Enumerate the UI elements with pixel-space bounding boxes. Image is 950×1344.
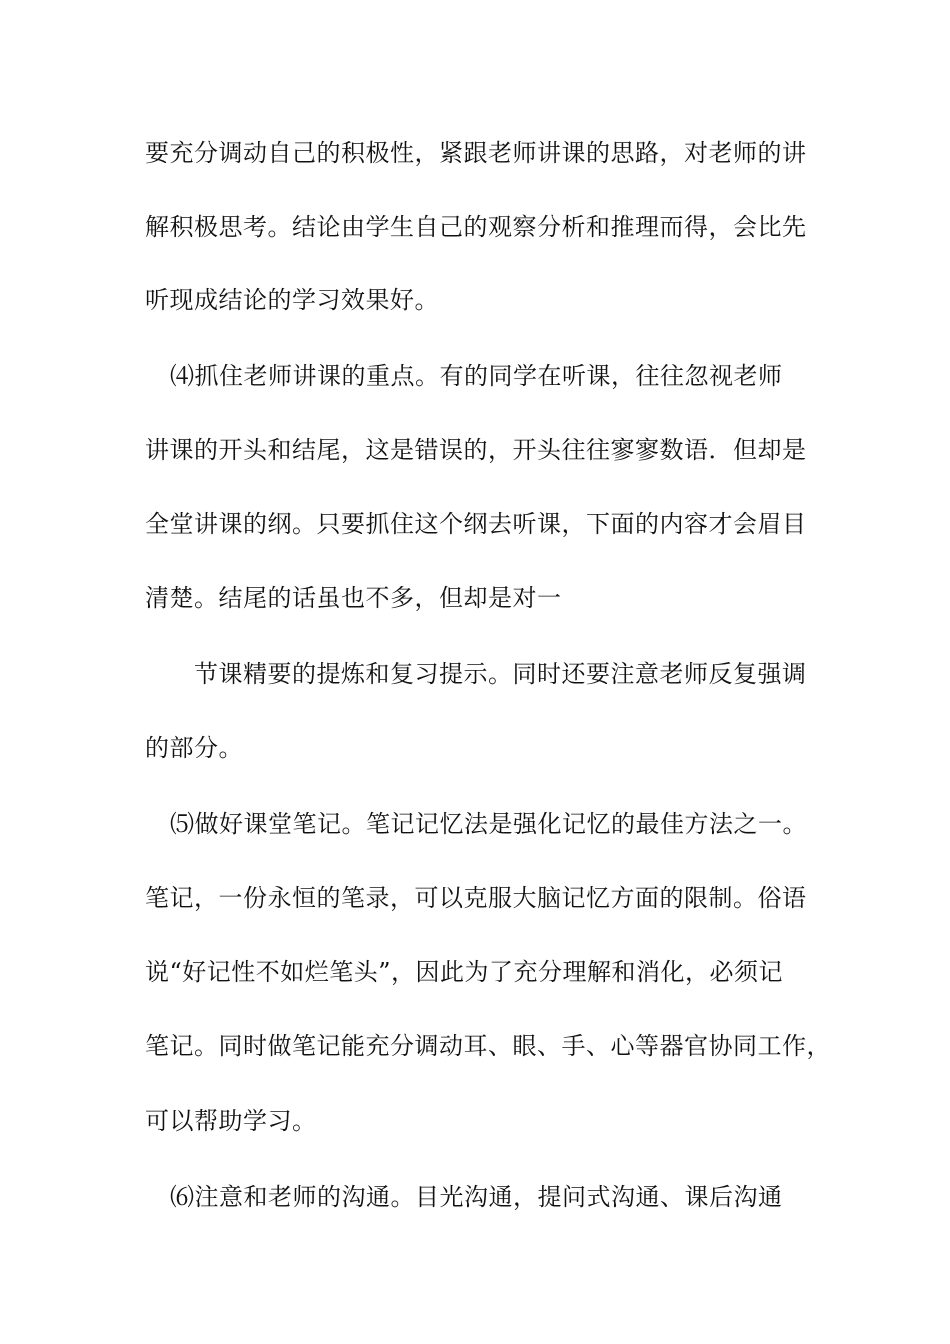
text-line: 讲课的开头和结尾，这是错误的，开头往往寥寥数语．但却是 — [145, 436, 807, 464]
text-line: 解积极思考。结论由学生自己的观察分析和推理而得，会比先 — [145, 213, 807, 241]
paragraph-6-first-line: ⑹注意和老师的沟通。目光沟通，提问式沟通、课后沟通 — [170, 1183, 783, 1211]
text-line: 笔记，一份永恒的笔录，可以克服大脑记忆方面的限制。俗语 — [145, 884, 807, 912]
paragraph-4-first-line: ⑷抓住老师讲课的重点。有的同学在听课，往往忽视老师 — [170, 362, 783, 390]
text-line: 要充分调动自己的积极性，紧跟老师讲课的思路，对老师的讲 — [145, 139, 807, 167]
text-line: 节课精要的提炼和复习提示。同时还要注意老师反复强调 — [194, 660, 807, 688]
text-line: 笔记。同时做笔记能充分调动耳、眼、手、心等器官协同工作， — [145, 1032, 831, 1060]
paragraph-5-first-line: ⑸做好课堂笔记。笔记记忆法是强化记忆的最佳方法之一。 — [170, 810, 807, 838]
text-line: 说“好记性不如烂笔头”，因此为了充分理解和消化，必须记 — [145, 958, 784, 986]
text-line: 听现成结论的学习效果好。 — [145, 286, 439, 314]
text-line: 可以帮助学习。 — [145, 1107, 317, 1135]
text-line: 清楚。结尾的话虽也不多，但却是对一 — [145, 584, 562, 612]
text-line: 的部分。 — [145, 734, 243, 762]
text-line: 全堂讲课的纲。只要抓住这个纲去听课，下面的内容才会眉目 — [145, 510, 807, 538]
